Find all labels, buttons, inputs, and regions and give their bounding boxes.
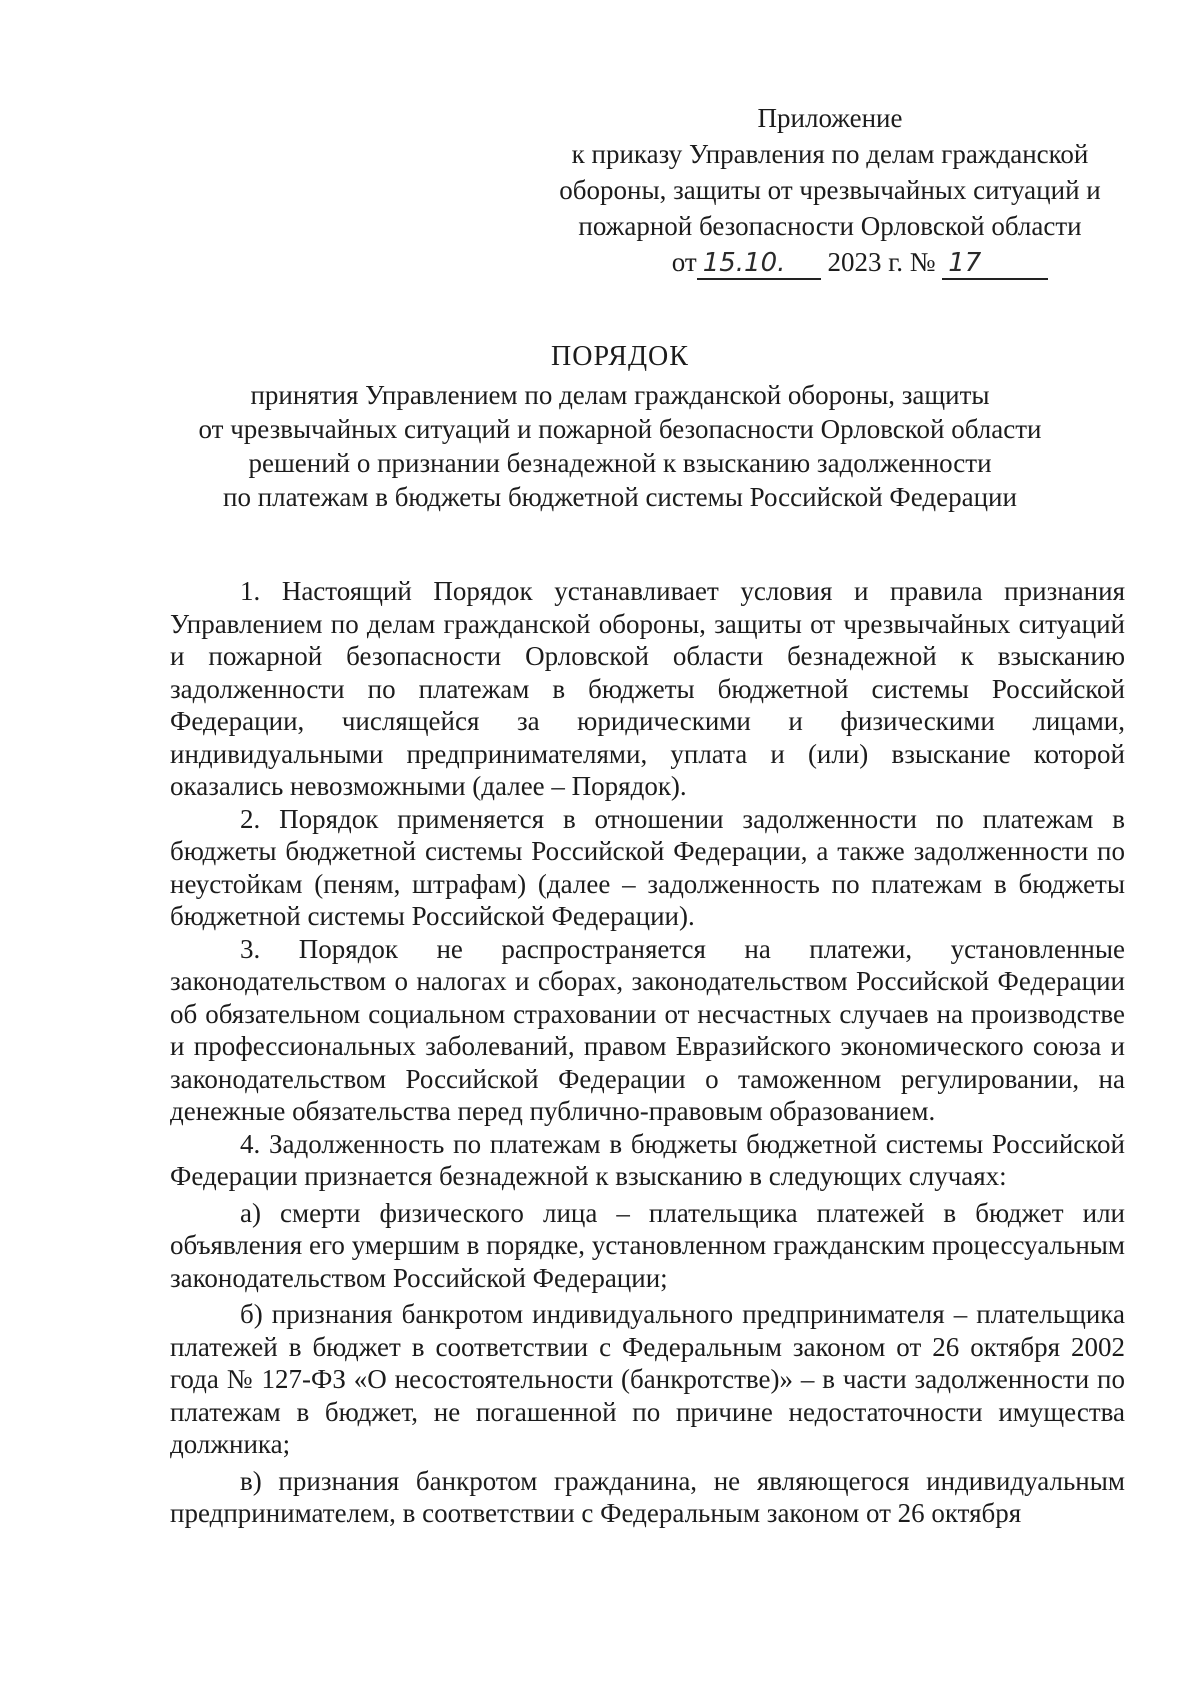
paragraph-4: 4. Задолженность по платежам в бюджеты бюджетной системы Российской Федерации признается безнадежной к взысканию в следующих случаях: (170, 1128, 1125, 1191)
appendix-line: к приказу Управления по делам гражданской (571, 139, 1089, 169)
date-prefix: от (671, 247, 697, 277)
paragraph-item-c: в) признания банкротом гражданина, не являющегося индивидуальным предпринимателем, в соответствии с Федеральным законом от 26 октября (170, 1465, 1125, 1528)
paragraph-1: 1. Настоящий Порядок устанавливает условия и правила признания Управлением по делам гражданской обороны, защиты от чрезвычайных ситуаций и пожарной безопасности Орловской области безнадежной к взысканию задолженности по платежам в бюджеты бюджетной системы Российской Федерации, числящейся за юридическими и физическими лицами, индивидуальными предпринимателями, уплата и (или) взыскание которой оказались невозможными (далее – Порядок). (170, 576, 1125, 801)
title-line: принятия Управлением по делам гражданской обороны, защиты (250, 380, 990, 410)
title-heading: ПОРЯДОК (551, 341, 689, 372)
paragraph-3: 3. Порядок не распространяется на платежи, установленные законодательством о налогах и сборах, законодательством Российской Федерации об обязательном социальном страховании от несчастных случаев на производстве и профессиональных заболеваний, правом Евразийского экономического союза и законодательством Российской Федерации о таможенном регулировании, на денежные обязательства перед публично-правовым образованием. (170, 933, 1125, 1126)
document-body (170, 575, 1125, 1530)
appendix-label: Приложение (757, 103, 903, 133)
title-line: по платежам в бюджеты бюджетной системы Российской Федерации (223, 482, 1017, 512)
document-title (120, 340, 1120, 514)
handwritten-date: 15.10. (697, 248, 821, 280)
appendix-line: обороны, защиты от чрезвычайных ситуаций и (559, 175, 1101, 205)
title-line: решений о признании безнадежной к взысканию задолженности (248, 448, 992, 478)
year-text: 2023 г. № (827, 247, 936, 277)
appendix-header (520, 100, 1140, 280)
paragraph-item-b: б) признания банкротом индивидуального предпринимателя – плательщика платежей в бюджет в соответствии с Федеральным законом от 26 октября 2002 года № 127-ФЗ «О несостоятельности (банкротстве)» – в части задолженности по платежам в бюджет, не погашенной по причине недостаточности имущества должника; (170, 1299, 1125, 1459)
appendix-line: пожарной безопасности Орловской области (578, 211, 1082, 241)
handwritten-number: 17 (942, 248, 1048, 280)
order-date-number (672, 244, 1049, 280)
paragraph-2: 2. Порядок применяется в отношении задолженности по платежам в бюджеты бюджетной системы Российской Федерации, а также задолженности по неустойкам (пеням, штрафам) (далее – задолженность по платежам в бюджеты бюджетной системы Российской Федерации). (170, 803, 1125, 931)
title-line: от чрезвычайных ситуаций и пожарной безопасности Орловской области (198, 414, 1042, 444)
paragraph-item-a: а) смерти физического лица – плательщика платежей в бюджет или объявления его умершим в порядке, установленном гражданским процессуальным законодательством Российской Федерации; (170, 1197, 1125, 1293)
